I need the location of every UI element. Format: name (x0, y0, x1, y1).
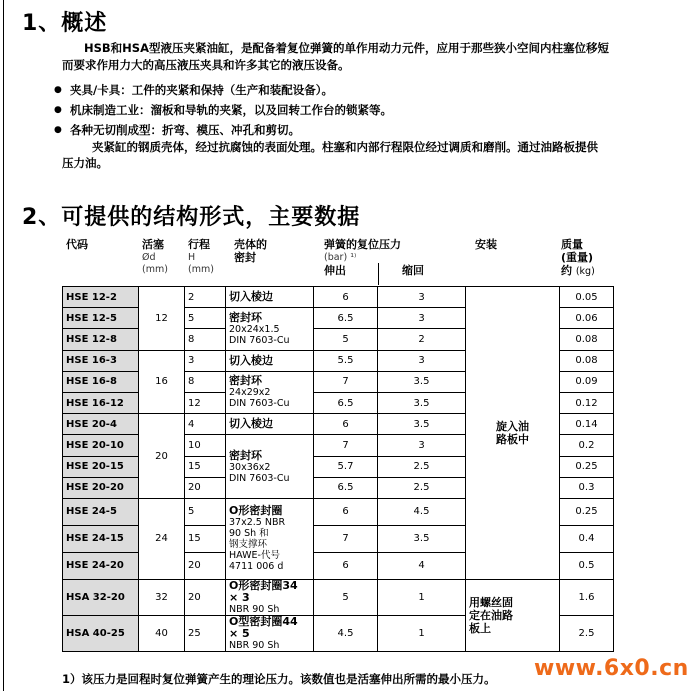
extend-cell: 6.5 (314, 308, 378, 329)
header-stroke: 行程 (188, 238, 210, 251)
code-cell: HSE 20-20 (63, 477, 139, 498)
table-row (63, 579, 614, 615)
header-spring-unit: (bar) ¹⁾ (324, 252, 357, 263)
description-line-1: 夹紧缸的钢质壳体，经过抗腐蚀的表面处理。柱塞和内部行程限位经过调质和磨削。通过油路板提供 (92, 140, 598, 154)
footnote: 1）该压力是回程时复位弹簧产生的理论压力。该数值也是活塞伸出所需的最小压力。 (62, 672, 496, 686)
seal-cell: 切入棱边 (226, 287, 314, 308)
seal-cell: 切入棱边 (226, 350, 314, 371)
stroke-cell: 5 (185, 498, 226, 525)
header-housing-line-1: 壳体的 (234, 238, 267, 251)
stroke-cell: 25 (185, 615, 226, 651)
header-code: 代码 (66, 238, 88, 251)
retract-cell: 3.5 (378, 392, 466, 413)
code-cell: HSA 32-20 (63, 579, 139, 615)
code-cell: HSE 24-20 (63, 552, 139, 579)
retract-cell: 3 (378, 350, 466, 371)
mass-cell: 0.2 (560, 435, 614, 456)
stroke-cell: 20 (185, 477, 226, 498)
retract-cell: 2.5 (378, 477, 466, 498)
code-cell: HSE 24-15 (63, 525, 139, 552)
header-mass-line-3: 约 (kg) (561, 264, 595, 277)
page-left-rule (3, 0, 4, 691)
stroke-cell: 2 (185, 287, 226, 308)
stroke-cell: 12 (185, 392, 226, 413)
piston-cell: 16 (139, 350, 185, 414)
code-cell: HSE 16-8 (63, 371, 139, 392)
mass-cell: 0.25 (560, 498, 614, 525)
code-cell: HSE 20-15 (63, 456, 139, 477)
seal-cell: 密封环 30x36x2 DIN 7603-Cu (226, 435, 314, 499)
stroke-cell: 5 (185, 308, 226, 329)
extend-cell: 5 (314, 329, 378, 350)
piston-cell: 24 (139, 498, 185, 579)
extend-cell: 5.5 (314, 350, 378, 371)
header-extend: 伸出 (324, 264, 346, 277)
bullet-item: ● 机床制造工业：溜板和导轨的夹紧，以及回转工作台的锁紧等。 (54, 100, 392, 120)
intro-line-1: HSB和HSA型液压夹紧油缸，是配备着复位弹簧的单作用动力元件，应用于那些狭小空间内柱塞位移短 (84, 41, 609, 55)
bullet-item: ● 各种无切削成型：折弯、模压、冲孔和剪切。 (54, 120, 392, 140)
extend-cell: 5 (314, 579, 378, 615)
mass-cell: 0.08 (560, 329, 614, 350)
seal-cell: O形密封圈34 × 3 NBR 90 Sh (226, 579, 314, 615)
stroke-cell: 4 (185, 414, 226, 435)
mass-cell: 0.25 (560, 456, 614, 477)
retract-cell: 3.5 (378, 525, 466, 552)
extend-cell: 6 (314, 414, 378, 435)
mass-cell: 0.14 (560, 414, 614, 435)
mass-cell: 0.09 (560, 371, 614, 392)
seal-cell: 密封环 24x29x2 DIN 7603-Cu (226, 371, 314, 413)
header-retract: 缩回 (402, 264, 424, 277)
piston-cell: 20 (139, 414, 185, 499)
code-cell: HSE 16-3 (63, 350, 139, 371)
retract-cell: 2 (378, 329, 466, 350)
code-cell: HSA 40-25 (63, 615, 139, 651)
extend-cell: 6.5 (314, 392, 378, 413)
seal-cell: 切入棱边 (226, 414, 314, 435)
retract-cell: 1 (378, 615, 466, 651)
header-stroke-symbol: H (188, 252, 196, 263)
code-cell: HSE 12-2 (63, 287, 139, 308)
header-piston-unit: (mm) (142, 264, 168, 275)
retract-cell: 4.5 (378, 498, 466, 525)
extend-cell: 7 (314, 371, 378, 392)
extend-cell: 6 (314, 552, 378, 579)
application-list (54, 80, 392, 140)
retract-cell: 4 (378, 552, 466, 579)
mass-cell: 0.4 (560, 525, 614, 552)
retract-cell: 2.5 (378, 456, 466, 477)
extend-cell: 7 (314, 525, 378, 552)
header-piston: 活塞 (142, 238, 164, 251)
code-cell: HSE 20-4 (63, 414, 139, 435)
piston-cell: 12 (139, 287, 185, 351)
extend-cell: 6 (314, 498, 378, 525)
extend-cell: 4.5 (314, 615, 378, 651)
header-stroke-unit: (mm) (188, 264, 214, 275)
retract-cell: 3.5 (378, 414, 466, 435)
code-cell: HSE 16-12 (63, 392, 139, 413)
piston-cell: 40 (139, 615, 185, 651)
stroke-cell: 15 (185, 456, 226, 477)
extend-cell: 6.5 (314, 477, 378, 498)
mass-cell: 2.5 (560, 615, 614, 651)
retract-cell: 3 (378, 435, 466, 456)
mass-cell: 1.6 (560, 579, 614, 615)
code-cell: HSE 12-5 (63, 308, 139, 329)
retract-cell: 3.5 (378, 371, 466, 392)
section-1-title: 1、概述 (22, 11, 108, 36)
stroke-cell: 20 (185, 552, 226, 579)
code-cell: HSE 20-10 (63, 435, 139, 456)
header-divider (378, 263, 379, 285)
table-row (63, 287, 614, 308)
mass-cell: 0.12 (560, 392, 614, 413)
header-mounting: 安装 (475, 238, 497, 251)
header-mass-line-1: 质量 (561, 238, 583, 251)
extend-cell: 6 (314, 287, 378, 308)
mass-cell: 0.05 (560, 287, 614, 308)
watermark: www.6x0.cn (534, 656, 689, 681)
stroke-cell: 8 (185, 371, 226, 392)
header-spring-pressure: 弹簧的复位压力 (324, 238, 401, 251)
stroke-cell: 15 (185, 525, 226, 552)
description-line-2: 压力油。 (62, 156, 108, 170)
extend-cell: 5.7 (314, 456, 378, 477)
stroke-cell: 20 (185, 579, 226, 615)
seal-cell: O形密封圈 37x2.5 NBR 90 Sh 和 钢支撑环 HAWE-代号 4711 006 d (226, 498, 314, 579)
retract-cell: 1 (378, 579, 466, 615)
section-2-title: 2、可提供的结构形式，主要数据 (22, 205, 361, 230)
mounting-cell: 用螺丝固 定在油路 板上 (466, 579, 560, 651)
stroke-cell: 10 (185, 435, 226, 456)
stroke-cell: 3 (185, 350, 226, 371)
piston-cell: 32 (139, 579, 185, 615)
intro-line-2: 而要求作用力大的高压液压夹具和许多其它的液压设备。 (62, 58, 350, 72)
extend-cell: 7 (314, 435, 378, 456)
retract-cell: 3 (378, 308, 466, 329)
seal-cell: O型密封圈44 × 5 NBR 90 Sh (226, 615, 314, 651)
seal-cell: 密封环 20x24x1.5 DIN 7603-Cu (226, 308, 314, 350)
header-mass-line-2: (重量) (561, 251, 594, 264)
code-cell: HSE 24-5 (63, 498, 139, 525)
mounting-cell: 旋入油 路板中 (466, 287, 560, 580)
header-housing-line-2: 密封 (234, 251, 256, 264)
bullet-item: ● 夹具/卡具：工件的夹紧和保持（生产和装配设备）。 (54, 80, 392, 100)
code-cell: HSE 12-8 (63, 329, 139, 350)
stroke-cell: 8 (185, 329, 226, 350)
mass-cell: 0.5 (560, 552, 614, 579)
mass-cell: 0.3 (560, 477, 614, 498)
header-piston-symbol: Ød (142, 252, 156, 263)
mass-cell: 0.06 (560, 308, 614, 329)
spec-table (62, 286, 614, 652)
retract-cell: 3 (378, 287, 466, 308)
mass-cell: 0.08 (560, 350, 614, 371)
